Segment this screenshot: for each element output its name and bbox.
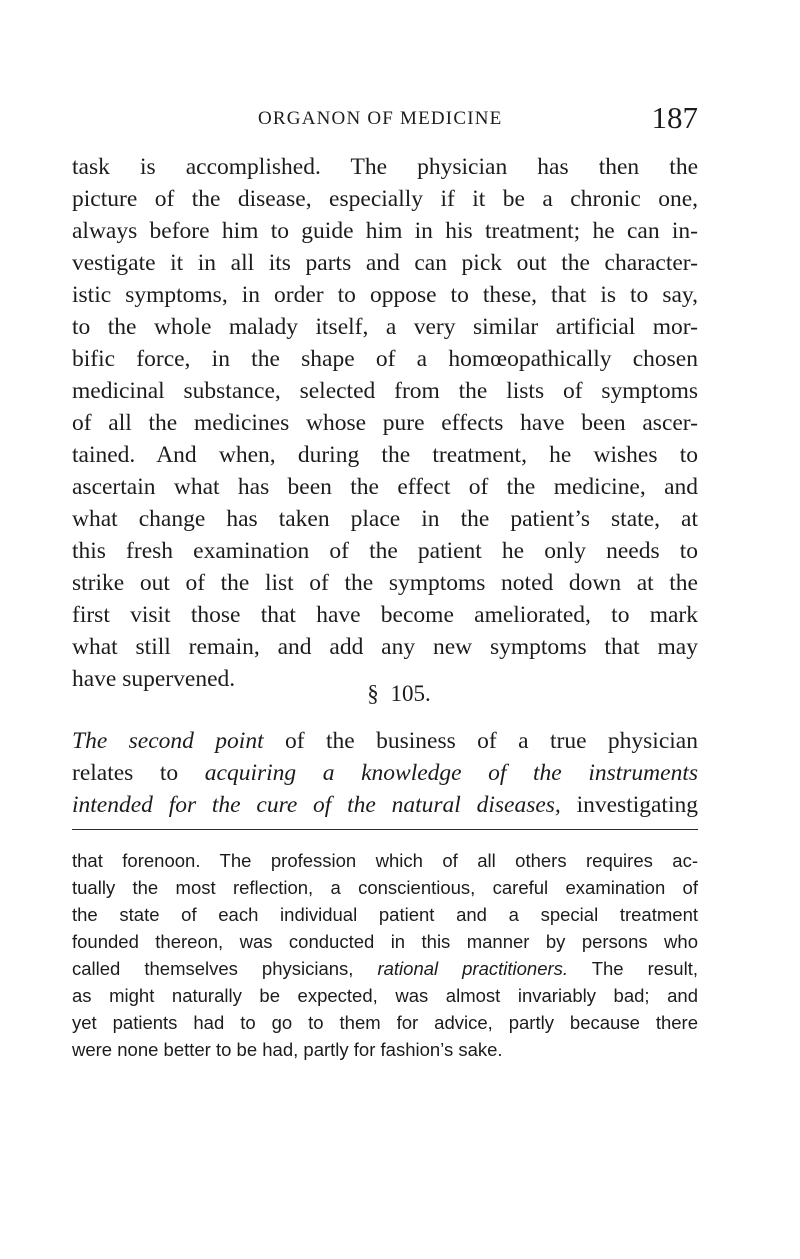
footnote-line: that forenoon. The profession which of all others requires ac- bbox=[72, 850, 698, 871]
footnote-line: as might naturally be expected, was almost invariably bad; and bbox=[72, 985, 698, 1006]
text-line: strike out of the list of the symptoms noted down at the bbox=[72, 570, 698, 596]
text-run: relates to bbox=[72, 760, 205, 786]
text-line: to the whole malady itself, a very similar artificial mor- bbox=[72, 314, 698, 340]
text-line: ascertain what has been the effect of the medicine, and bbox=[72, 474, 698, 500]
footnote-line: were none better to be had, partly for fashion’s sake. bbox=[72, 1039, 503, 1060]
running-head bbox=[72, 100, 698, 140]
book-page bbox=[72, 0, 698, 1259]
footnote-line: founded thereon, was conducted in this manner by persons who bbox=[72, 931, 698, 952]
text-run: called themselves physicians, bbox=[72, 958, 378, 979]
footnote-line: yet patients had to go to them for advice, partly because there bbox=[72, 1012, 698, 1033]
footnote-divider bbox=[72, 829, 698, 830]
text-line: of all the medicines whose pure effects have been ascer- bbox=[72, 410, 698, 436]
italic-phrase: rational practitioners. bbox=[377, 958, 569, 979]
footnote-line bbox=[72, 955, 698, 982]
page-number: 187 bbox=[651, 100, 698, 135]
italic-phrase: The second point bbox=[72, 728, 264, 754]
text-line: bific force, in the shape of a homœopathically chosen bbox=[72, 346, 698, 372]
text-run: investigating bbox=[560, 792, 698, 818]
text-line: vestigate it in all its parts and can pick out the character- bbox=[72, 250, 698, 276]
text-run: The result, bbox=[568, 958, 698, 979]
main-paragraph bbox=[72, 151, 698, 695]
text-line: task is accomplished. The physician has then the bbox=[72, 154, 698, 180]
section-heading bbox=[72, 681, 698, 707]
running-title: ORGANON OF MEDICINE bbox=[258, 108, 503, 129]
text-line: picture of the disease, especially if it be a chronic one, bbox=[72, 186, 698, 212]
text-run: of the business of a true physician bbox=[263, 728, 698, 754]
text-line bbox=[72, 757, 698, 789]
footnote-line: the state of each individual patient and a special treatment bbox=[72, 904, 698, 925]
text-line bbox=[72, 789, 698, 821]
footnote bbox=[72, 847, 698, 1063]
footnote-line: tually the most reflection, a conscientious, careful examination of bbox=[72, 877, 698, 898]
text-line: medicinal substance, selected from the lists of symptoms bbox=[72, 378, 698, 404]
section-paragraph bbox=[72, 725, 698, 821]
text-line: always before him to guide him in his treatment; he can in- bbox=[72, 218, 698, 244]
text-line: what change has taken place in the patient’s state, at bbox=[72, 506, 698, 532]
italic-phrase: intended for the cure of the natural diseases, bbox=[72, 792, 561, 818]
text-line: have supervened. bbox=[72, 666, 236, 692]
text-line: this fresh examination of the patient he only needs to bbox=[72, 538, 698, 564]
text-line: what still remain, and add any new symptoms that may bbox=[72, 634, 698, 660]
italic-phrase: acquiring a knowledge of the instruments bbox=[204, 760, 698, 786]
text-line: istic symptoms, in order to oppose to these, that is to say, bbox=[72, 282, 698, 308]
section-sign: § bbox=[367, 681, 379, 706]
text-line bbox=[72, 725, 698, 757]
text-line: tained. And when, during the treatment, he wishes to bbox=[72, 442, 698, 468]
text-line: first visit those that have become ameliorated, to mark bbox=[72, 602, 698, 628]
section-number: 105. bbox=[390, 681, 431, 706]
